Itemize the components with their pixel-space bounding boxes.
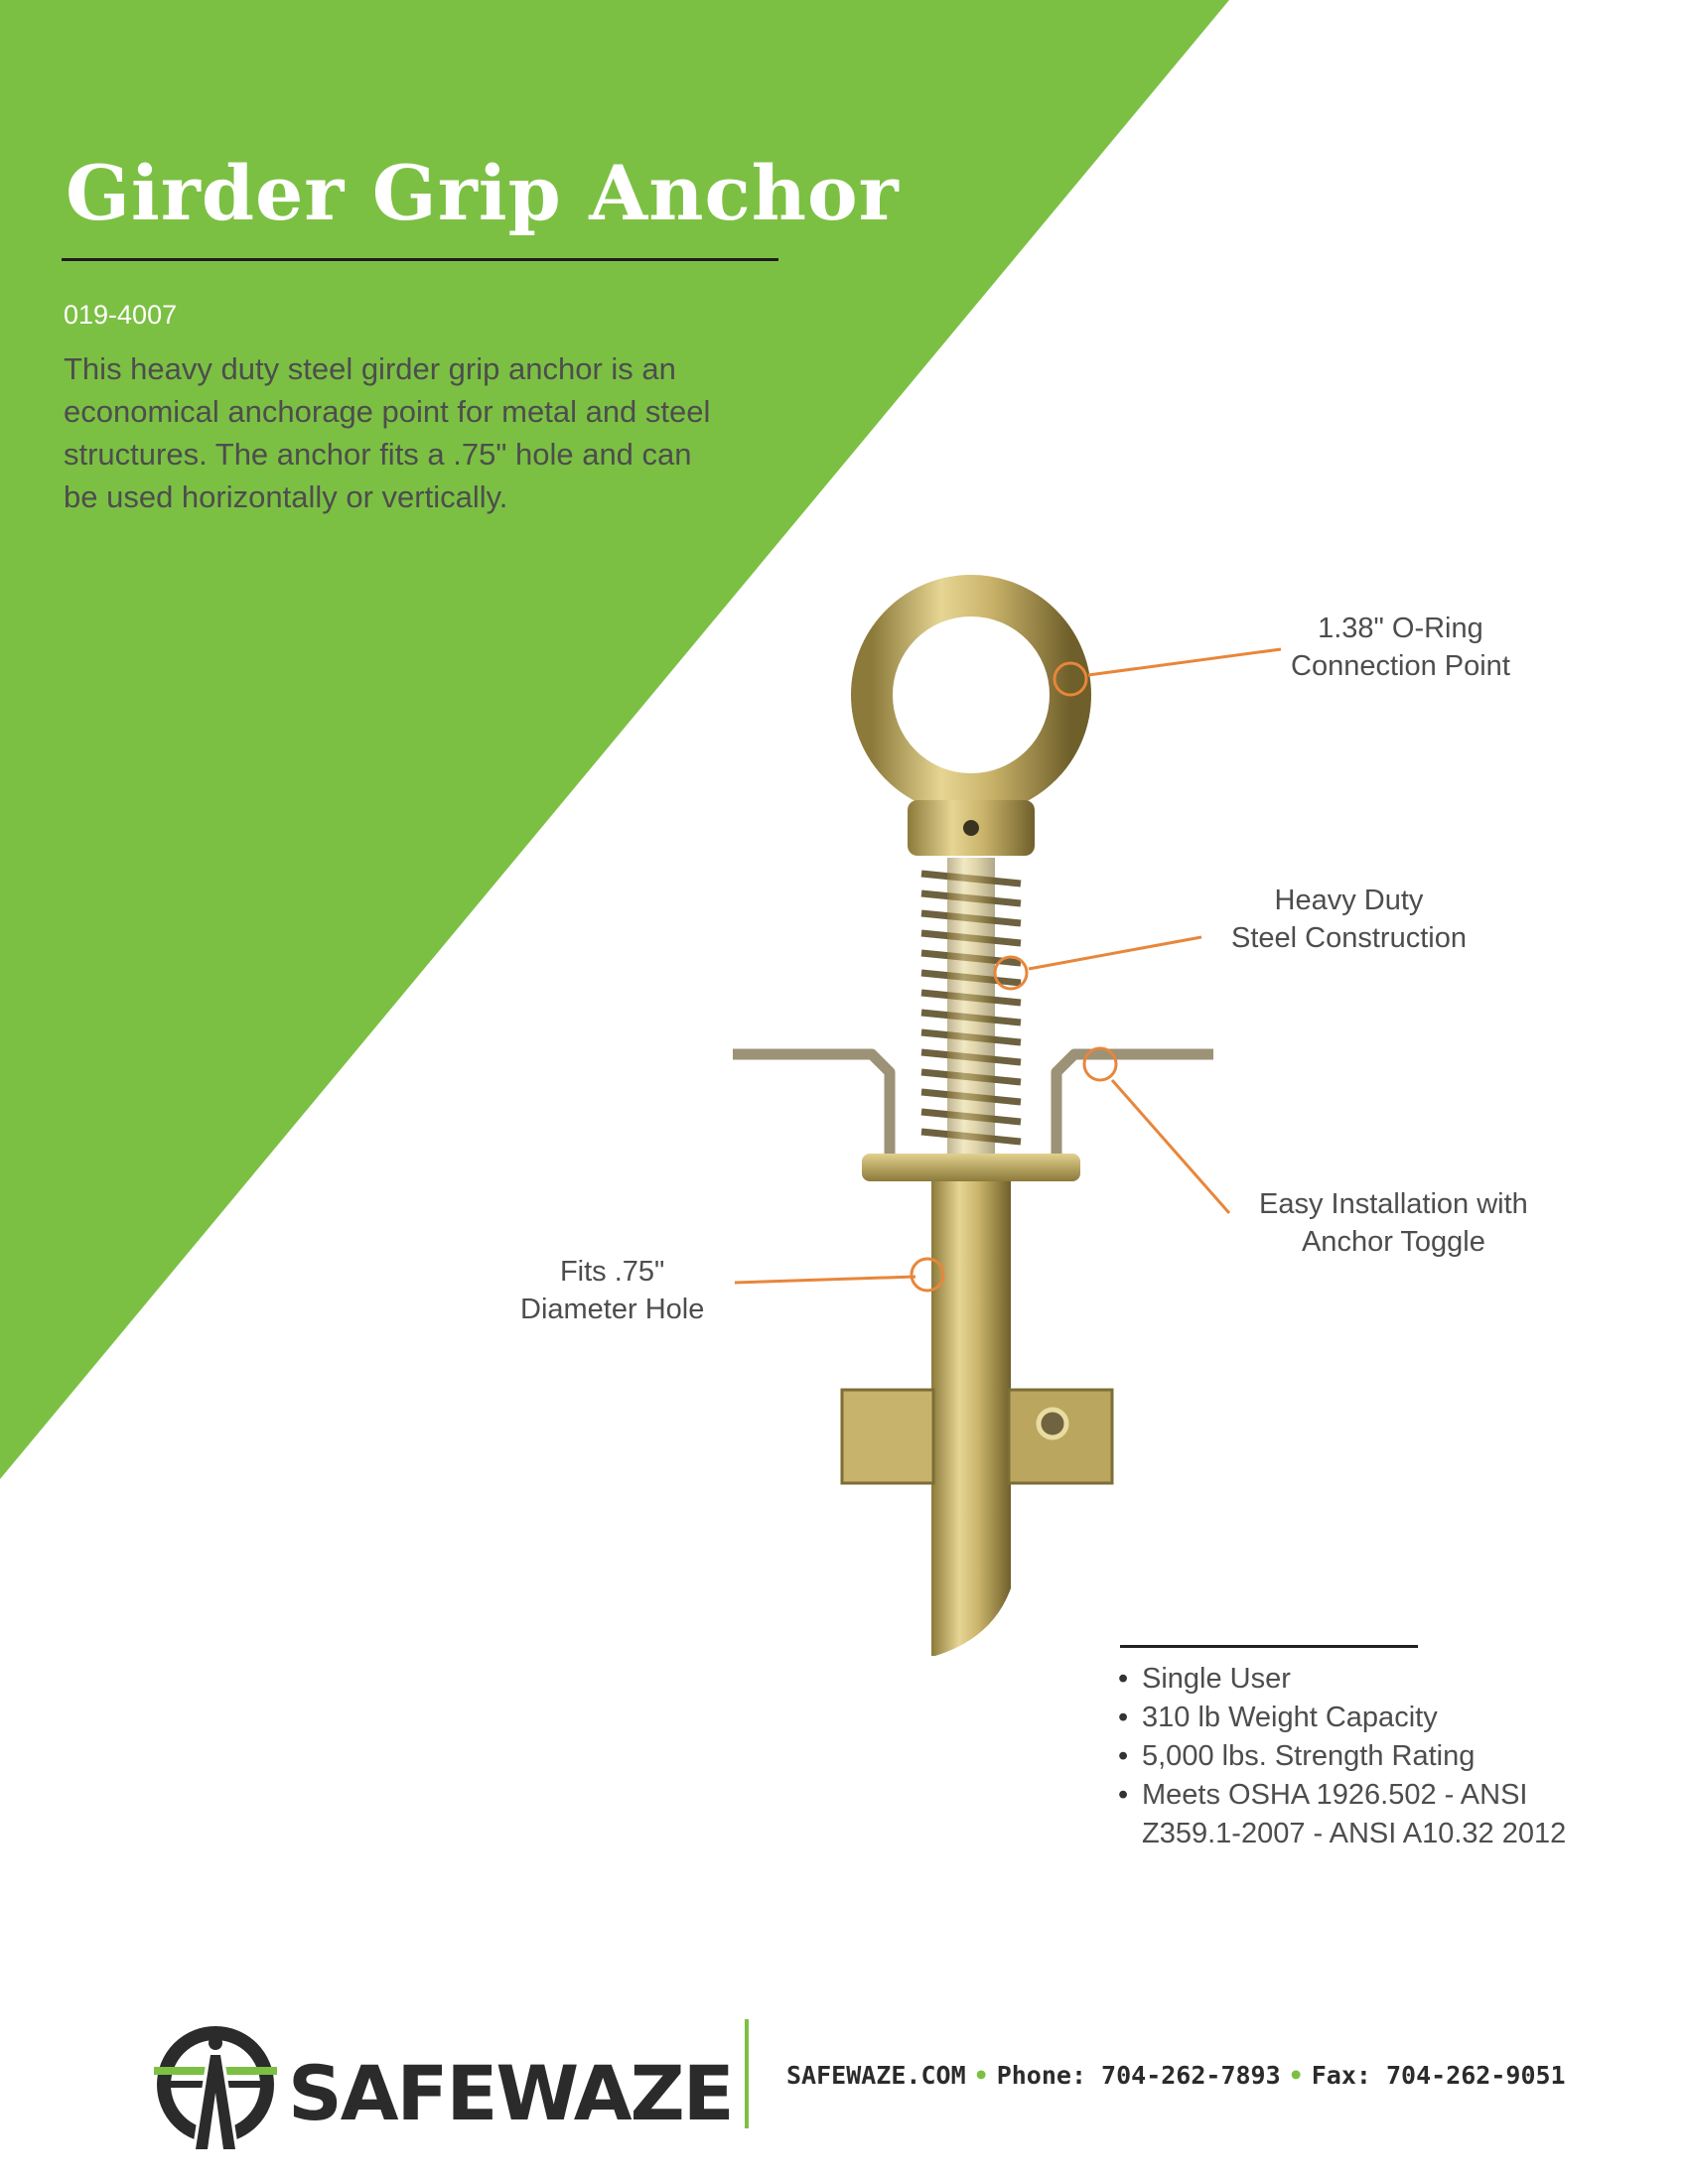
anchor-product-image (733, 596, 1213, 1656)
callout-steel-line2: Steel Construction (1231, 922, 1467, 954)
leader-steel (1029, 937, 1201, 969)
callout-steel-line1: Heavy Duty (1274, 885, 1424, 916)
right-handle (1056, 1054, 1213, 1169)
fax-number: Fax: 704-262-9051 (1311, 2061, 1566, 2090)
logo-wordmark: SAFEWAZE (288, 2049, 733, 2137)
phone-number: Phone: 704-262-7893 (996, 2061, 1281, 2090)
leader-oring (1088, 649, 1281, 675)
page-title: Girder Grip Anchor (66, 149, 900, 237)
contact-info (786, 2061, 1566, 2090)
footer-divider (745, 2019, 749, 2128)
callout-fits (520, 1253, 704, 1328)
separator-dot: • (1288, 2061, 1304, 2090)
separator-dot: • (973, 2061, 989, 2090)
callout-toggle (1259, 1185, 1528, 1261)
anchor-shaft (931, 1181, 1011, 1656)
callout-fits-line2: Diameter Hole (520, 1294, 705, 1325)
callout-toggle-line2: Anchor Toggle (1301, 1226, 1485, 1258)
spec-item: • 5,000 lbs. Strength Rating (1118, 1737, 1585, 1776)
callout-toggle-line1: Easy Installation with (1259, 1188, 1528, 1220)
product-sku: 019-4007 (64, 300, 178, 330)
specs-divider (1120, 1645, 1418, 1648)
callout-fits-line1: Fits .75" (559, 1256, 665, 1288)
o-ring (872, 596, 1070, 794)
title-divider (62, 258, 778, 261)
product-description: This heavy duty steel girder grip anchor is an economical anchorage point for metal and steel structures. The anchor fits a .75" hole and can be used horizontally or vertically. (64, 351, 711, 514)
toggle-plate-left (842, 1390, 933, 1483)
callout-oring-line1: 1.38" O-Ring (1318, 613, 1483, 644)
spec-item: • 310 lb Weight Capacity (1118, 1699, 1585, 1737)
callout-oring-line2: Connection Point (1291, 650, 1510, 682)
spec-item: • Single User (1118, 1660, 1585, 1699)
callout-steel (1231, 882, 1467, 957)
spec-list (1118, 1660, 1585, 1853)
spec-item: • Meets OSHA 1926.502 - ANSI Z359.1-2007 - ANSI A10.32 2012 (1118, 1776, 1585, 1853)
callout-oring (1291, 610, 1510, 685)
left-handle (733, 1054, 890, 1169)
leader-toggle (1112, 1080, 1229, 1213)
website-link[interactable]: SAFEWAZE.COM (786, 2061, 966, 2090)
leader-fits (735, 1277, 915, 1283)
washer (862, 1154, 1080, 1181)
